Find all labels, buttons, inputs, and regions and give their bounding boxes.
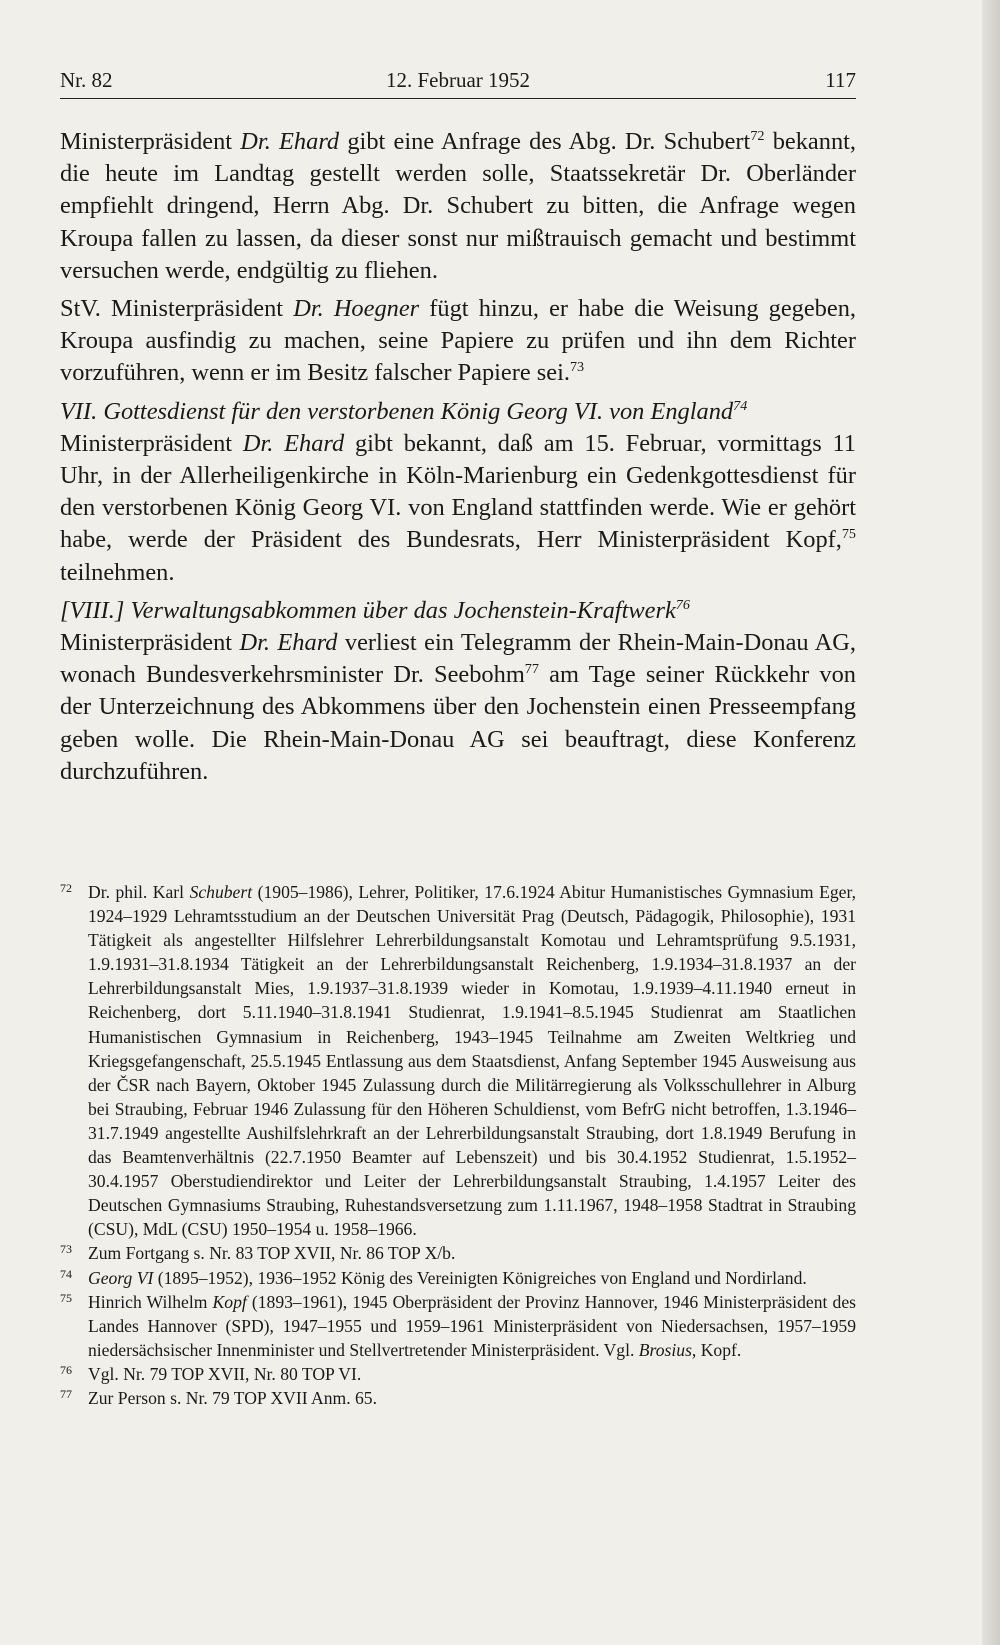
heading-text: VII. Gottesdienst für den verstorbenen König Georg VI. von England [60, 397, 734, 425]
footnote-74 [60, 1266, 856, 1290]
footnote-number: 72 [60, 881, 72, 895]
text-run: Zum Fortgang s. Nr. 83 TOP XVII, Nr. 86 TOP X/b. [88, 1243, 456, 1264]
person-name: Georg VI [88, 1267, 154, 1288]
page-edge-shadow [982, 0, 1000, 1645]
citation-author: Brosius [638, 1339, 692, 1360]
text-run: gibt eine Anfrage des Abg. Dr. Schubert [339, 128, 751, 155]
footnotes [60, 880, 856, 1410]
footnote-number: 74 [60, 1266, 72, 1281]
footnote-72 [60, 880, 856, 1241]
footnote-number: 73 [60, 1242, 72, 1257]
text-run: (1895–1952), 1936–1952 König des Vereinigten Königreiches von England und Nordirland. [153, 1267, 807, 1288]
speaker-name: Dr. Ehard [239, 629, 338, 657]
footnote-73 [60, 1241, 856, 1265]
footnote-75 [60, 1290, 856, 1362]
running-head [60, 66, 856, 99]
person-name: Kopf [212, 1291, 247, 1312]
text-run: (1893–1961), 1945 Oberpräsident der Provinz Hannover, 1946 Ministerpräsident des Landes Hannover (SPD), 1947–1955 und 1959–1961 Ministerpräsident von Niedersachsen, 1957–1959 niedersächsischer Innenminister und Stellvertretender Ministerpräsident. Vgl. [88, 1291, 856, 1360]
footnote-ref-74[interactable]: 74 [733, 397, 748, 414]
speaker-name: Dr. Ehard [240, 128, 340, 155]
text-run: Hinrich Wilhelm [88, 1291, 213, 1312]
footnote-number: 75 [60, 1290, 72, 1305]
paragraph-gottesdienst [60, 428, 856, 589]
text-run: verliest ein Telegramm der Rhein-Main-Donau AG, wonach Bundesverkehrsminister Dr. Seebohm [60, 629, 857, 689]
main-text [60, 126, 856, 788]
text-run: teilnehmen. [60, 558, 175, 586]
footnote-ref-77[interactable]: 77 [524, 661, 539, 678]
footnote-ref-75[interactable]: 75 [841, 526, 856, 543]
text-run: am Tage seiner Rückkehr von der Unterzeichnung des Abkommens über den Jochenstein einen Presseempfang geben wolle. Die Rhein-Main-Donau AG sei beauftragt, diese Konferenz durchzuführen. [60, 661, 856, 785]
footnote-ref-72[interactable]: 72 [750, 127, 765, 144]
footnote-77 [60, 1386, 856, 1410]
paragraph-jochenstein [60, 627, 856, 788]
person-name: Schubert [189, 882, 253, 902]
text-run: Ministerpräsident [60, 128, 241, 155]
text-run: (1905–1986), Lehrer, Politiker, 17.6.1924 Abitur Humanistisches Gymnasium Eger, 1924–1929 Lehramtsstudium an der Deutschen Universität Prag (Deutsch, Pädagogik, Philosophie), 1931 Tätigkeit als angestellter Hilfslehrer Lehrerbildungsanstalt Komotau und Lehramtsprüfung 9.5.1931, 1.9.1931–31.8.1934 Tätigkeit an der Lehrerbildungsanstalt Reichenberg, 1.9.1934–31.8.1937 an der Lehrerbildungsanstalt Mies, 1.9.1937–31.8.1939 wieder in Komotau, 1.9.1939–4.11.1940 erneut in Reichenberg, dort 5.11.1940–31.8.1941 Studienrat, 1.9.1941–8.5.1945 Studienrat am Staatlichen Humanistischen Gymnasium in Reichenberg, 1943–1945 Teilnahme am Zweiten Weltkrieg und Kriegsgefangenschaft, 25.5.1945 Entlassung aus dem Staatsdienst, Anfang September 1945 Ausweisung aus der ČSR nach Bayern, Oktober 1945 Zulassung durch die Militärregierung als Volksschullehrer in Alburg bei Straubing, Februar 1946 Zulassung für den Höheren Schuldienst, vom BefrG nicht betroffen, 1.3.1946–31.7.1949 angestellte Aushilfslehrkraft an der Lehrerbildungsanstalt Straubing, dort 1.8.1949 Berufung in das Beamtenverhältnis (22.7.1950 Beamter auf Lebenszeit) und bis 30.4.1952 Studienrat, 1.5.1952–30.4.1957 Oberstudiendirektor und Leiter der Lehrerbildungsanstalt Straubing, 1.4.1957 Leiter des Deutschen Gymnasiums Straubing, Ruhestandsversetzung zum 1.11.1967, 1948–1958 Stadtrat in Straubing (CSU), MdL (CSU) 1950–1954 u. 1958–1966. [88, 882, 857, 1240]
footnote-number: 76 [60, 1362, 72, 1377]
text-run: Ministerpräsident [60, 629, 240, 657]
text-run: bekannt, die heute im Landtag gestellt werden solle, Staatssekretär Dr. Oberländer empfiehlt dringend, Herrn Abg. Dr. Schubert zu bitten, die Anfrage wegen Kroupa fallen zu lassen, da dieser sonst nur mißtrauisch gemacht und bestimmt versuchen werde, endgültig zu fliehen. [60, 128, 857, 284]
footnote-ref-76[interactable]: 76 [675, 596, 690, 613]
paragraph-ehard-anfrage [60, 126, 856, 287]
page-number: 117 [825, 68, 856, 92]
agenda-heading-vii [60, 396, 856, 428]
footnote-76 [60, 1362, 856, 1386]
document-date: 12. Februar 1952 [385, 68, 531, 92]
text-run: Zur Person s. Nr. 79 TOP XVII Anm. 65. [88, 1387, 377, 1408]
text-run: Dr. phil. Karl [88, 882, 190, 902]
text-run: Vgl. Nr. 79 TOP XVII, Nr. 80 TOP VI. [88, 1363, 362, 1384]
heading-text: [VIII.] Verwaltungsabkommen über das Jochenstein-Kraftwerk [60, 596, 676, 624]
text-run: , Kopf. [691, 1339, 742, 1360]
speaker-name: Dr. Hoegner [293, 295, 420, 323]
agenda-heading-viii [60, 595, 856, 627]
text-run: StV. Ministerpräsident [60, 295, 294, 323]
speaker-name: Dr. Ehard [242, 429, 345, 457]
text-run: Ministerpräsident [60, 429, 243, 457]
text-run: fügt hinzu, er habe die Weisung gegeben, Kroupa ausfindig zu machen, seine Papiere zu prüfen und ihn dem Richter vorzuführen, wenn er im Besitz falscher Papiere sei. [60, 295, 856, 387]
text-run: gibt bekannt, daß am 15. Februar, vormittags 11 Uhr, in der Allerheiligenkirche in Köln-Marienburg ein Gedenkgottesdienst für den verstorbenen König Georg VI. von England stattfinden werde. Wie er gehört habe, werde der Präsident des Bundesrats, Herr Ministerpräsident Kopf, [60, 429, 856, 554]
document-number: Nr. 82 [60, 68, 113, 92]
footnote-number: 77 [60, 1386, 72, 1401]
paragraph-hoegner [60, 293, 856, 390]
footnote-ref-73[interactable]: 73 [569, 359, 585, 376]
